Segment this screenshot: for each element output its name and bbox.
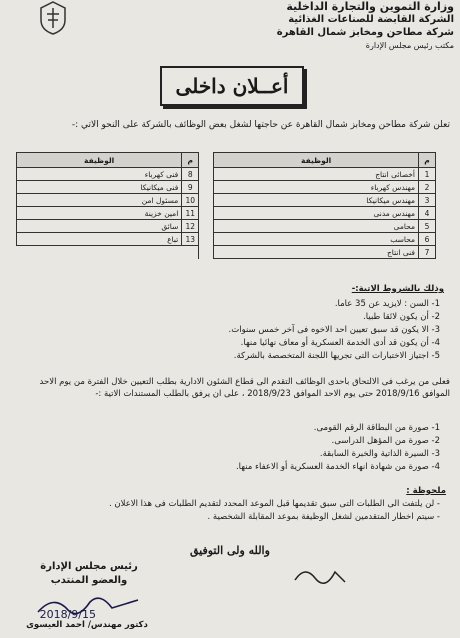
col-job-header: الوظيفة <box>17 153 182 168</box>
holding-company-name: الشركة القابضة للصناعات الغذائية <box>288 14 454 25</box>
company-name: شركة مطاحن ومخابز شمال القاهرة <box>276 27 454 38</box>
job-num: 12 <box>182 220 199 233</box>
notes-heading: ملحوظة : <box>406 486 446 496</box>
signature-icon <box>34 590 144 622</box>
job-num: 9 <box>182 181 199 194</box>
conditions-heading: وذلك بالشروط الاتية:- <box>351 284 444 294</box>
job-num: 4 <box>419 207 436 220</box>
condition-item: 5- اجتياز الاختبارات التى تجريها اللجنة المتخصصة بالشركة. <box>233 351 440 361</box>
ministry-logo-icon <box>38 0 68 36</box>
table-gap <box>199 153 214 168</box>
application-paragraph: فعلى من يرغب فى الالتحاق باحدى الوظائف التقدم الى قطاع الشئون الادارية بطلب التعيين خلال الفترة من يوم الاحد الموافق 2018/9/16 حتى يوم الاحد الموافق 2018/9/23 ، على ان يرفق بالطلب المستندات الاتية :- <box>39 377 450 399</box>
job-num: 13 <box>182 233 199 246</box>
empty-cell <box>182 246 199 259</box>
job-title: محاسب <box>214 233 419 246</box>
job-title: تباع <box>17 233 182 246</box>
condition-item: 4- أن يكون قد أدى الخدمة العسكرية أو معاف نهائيا منها. <box>240 338 440 348</box>
job-num: 6 <box>419 233 436 246</box>
table-row <box>17 220 436 233</box>
table-row <box>17 168 436 181</box>
job-num: 1 <box>419 168 436 181</box>
table-header-row <box>17 153 436 168</box>
job-num: 2 <box>419 181 436 194</box>
closing-text: والله ولى التوفيق <box>190 544 270 557</box>
ministry-name: وزارة التموين والتجارة الداخلية <box>286 0 454 13</box>
conditions-list <box>20 298 440 363</box>
table-gap <box>199 194 214 207</box>
signatory-subtitle: والعضو المنتدب <box>50 575 128 586</box>
condition-item: 2- أن يكون لائقا طبيا. <box>363 312 440 322</box>
table-gap <box>199 181 214 194</box>
signature-date: 2018/9/15 <box>39 608 96 621</box>
page-title: أعــلان داخلى <box>160 66 304 106</box>
job-title: محامى <box>214 220 419 233</box>
table-gap <box>199 220 214 233</box>
table-row <box>17 194 436 207</box>
document-item: 4- صورة من شهادة انهاء الخدمة العسكرية أو الاعفاء منها. <box>235 462 440 472</box>
job-title: فنى انتاج <box>214 246 419 259</box>
signatory-name: دكتور مهندس/ احمد العيسوى <box>26 620 148 630</box>
table-row <box>17 207 436 220</box>
document-item: 1- صورة من البطاقة الرقم القومى. <box>313 423 440 433</box>
jobs-table <box>16 152 436 259</box>
documents-list <box>20 422 440 474</box>
job-title: مهندس ميكانيكا <box>214 194 419 207</box>
job-num: 7 <box>419 246 436 259</box>
job-title: امين خزينة <box>17 207 182 220</box>
document-item: 3- السيرة الذاتية والخبرة السابقة. <box>319 449 440 459</box>
note-item: - لن يلتفت الى الطلبات التى سبق تقديمها قبل الموعد المحدد لتقديم الطلبات فى هذا الاعلان . <box>108 499 440 509</box>
table-gap <box>199 246 214 259</box>
job-title: مهندس كهرباء <box>214 181 419 194</box>
empty-cell <box>17 246 182 259</box>
job-num: 8 <box>182 168 199 181</box>
office-name: مكتب رئيس مجلس الإدارة <box>365 41 454 50</box>
condition-item: 3- الا يكون قد سبق تعيين احد الاخوه فى آخر خمس سنوات. <box>228 325 440 335</box>
job-title: فنى كهرباء <box>17 168 182 181</box>
signatory-block <box>24 560 154 588</box>
signatory-title: رئيس مجلس الإدارة <box>40 561 138 572</box>
col-num-header: م <box>419 153 436 168</box>
condition-item: 1- السن : لايزيد عن 35 عاما. <box>334 299 440 309</box>
job-title: فنى ميكانيكا <box>17 181 182 194</box>
table-gap <box>199 233 214 246</box>
job-title: مهندس مدنى <box>214 207 419 220</box>
notes-list <box>20 498 440 524</box>
job-num: 10 <box>182 194 199 207</box>
job-num: 5 <box>419 220 436 233</box>
table-row <box>17 233 436 246</box>
table-gap <box>199 207 214 220</box>
col-num-header: م <box>182 153 199 168</box>
document-item: 2- صورة من المؤهل الدراسى. <box>331 436 440 446</box>
job-title: أخصائى انتاج <box>214 168 419 181</box>
table-gap <box>199 168 214 181</box>
col-job-header: الوظيفة <box>214 153 419 168</box>
note-item: - سيتم اخطار المتقدمين لشغل الوظيفة بموعد المقابلة الشخصية . <box>207 512 440 522</box>
letterhead <box>277 0 454 52</box>
job-title: سائق <box>17 220 182 233</box>
table-row <box>17 246 436 259</box>
intro-text: تعلن شركة مطاحن ومخابز شمال القاهرة عن حاجتها لشغل بعض الوظائف بالشركة على النحو الاتي :- <box>71 120 450 130</box>
job-title: مسئول امن <box>17 194 182 207</box>
initials-icon <box>290 560 350 590</box>
job-num: 3 <box>419 194 436 207</box>
job-num: 11 <box>182 207 199 220</box>
table-row <box>17 181 436 194</box>
